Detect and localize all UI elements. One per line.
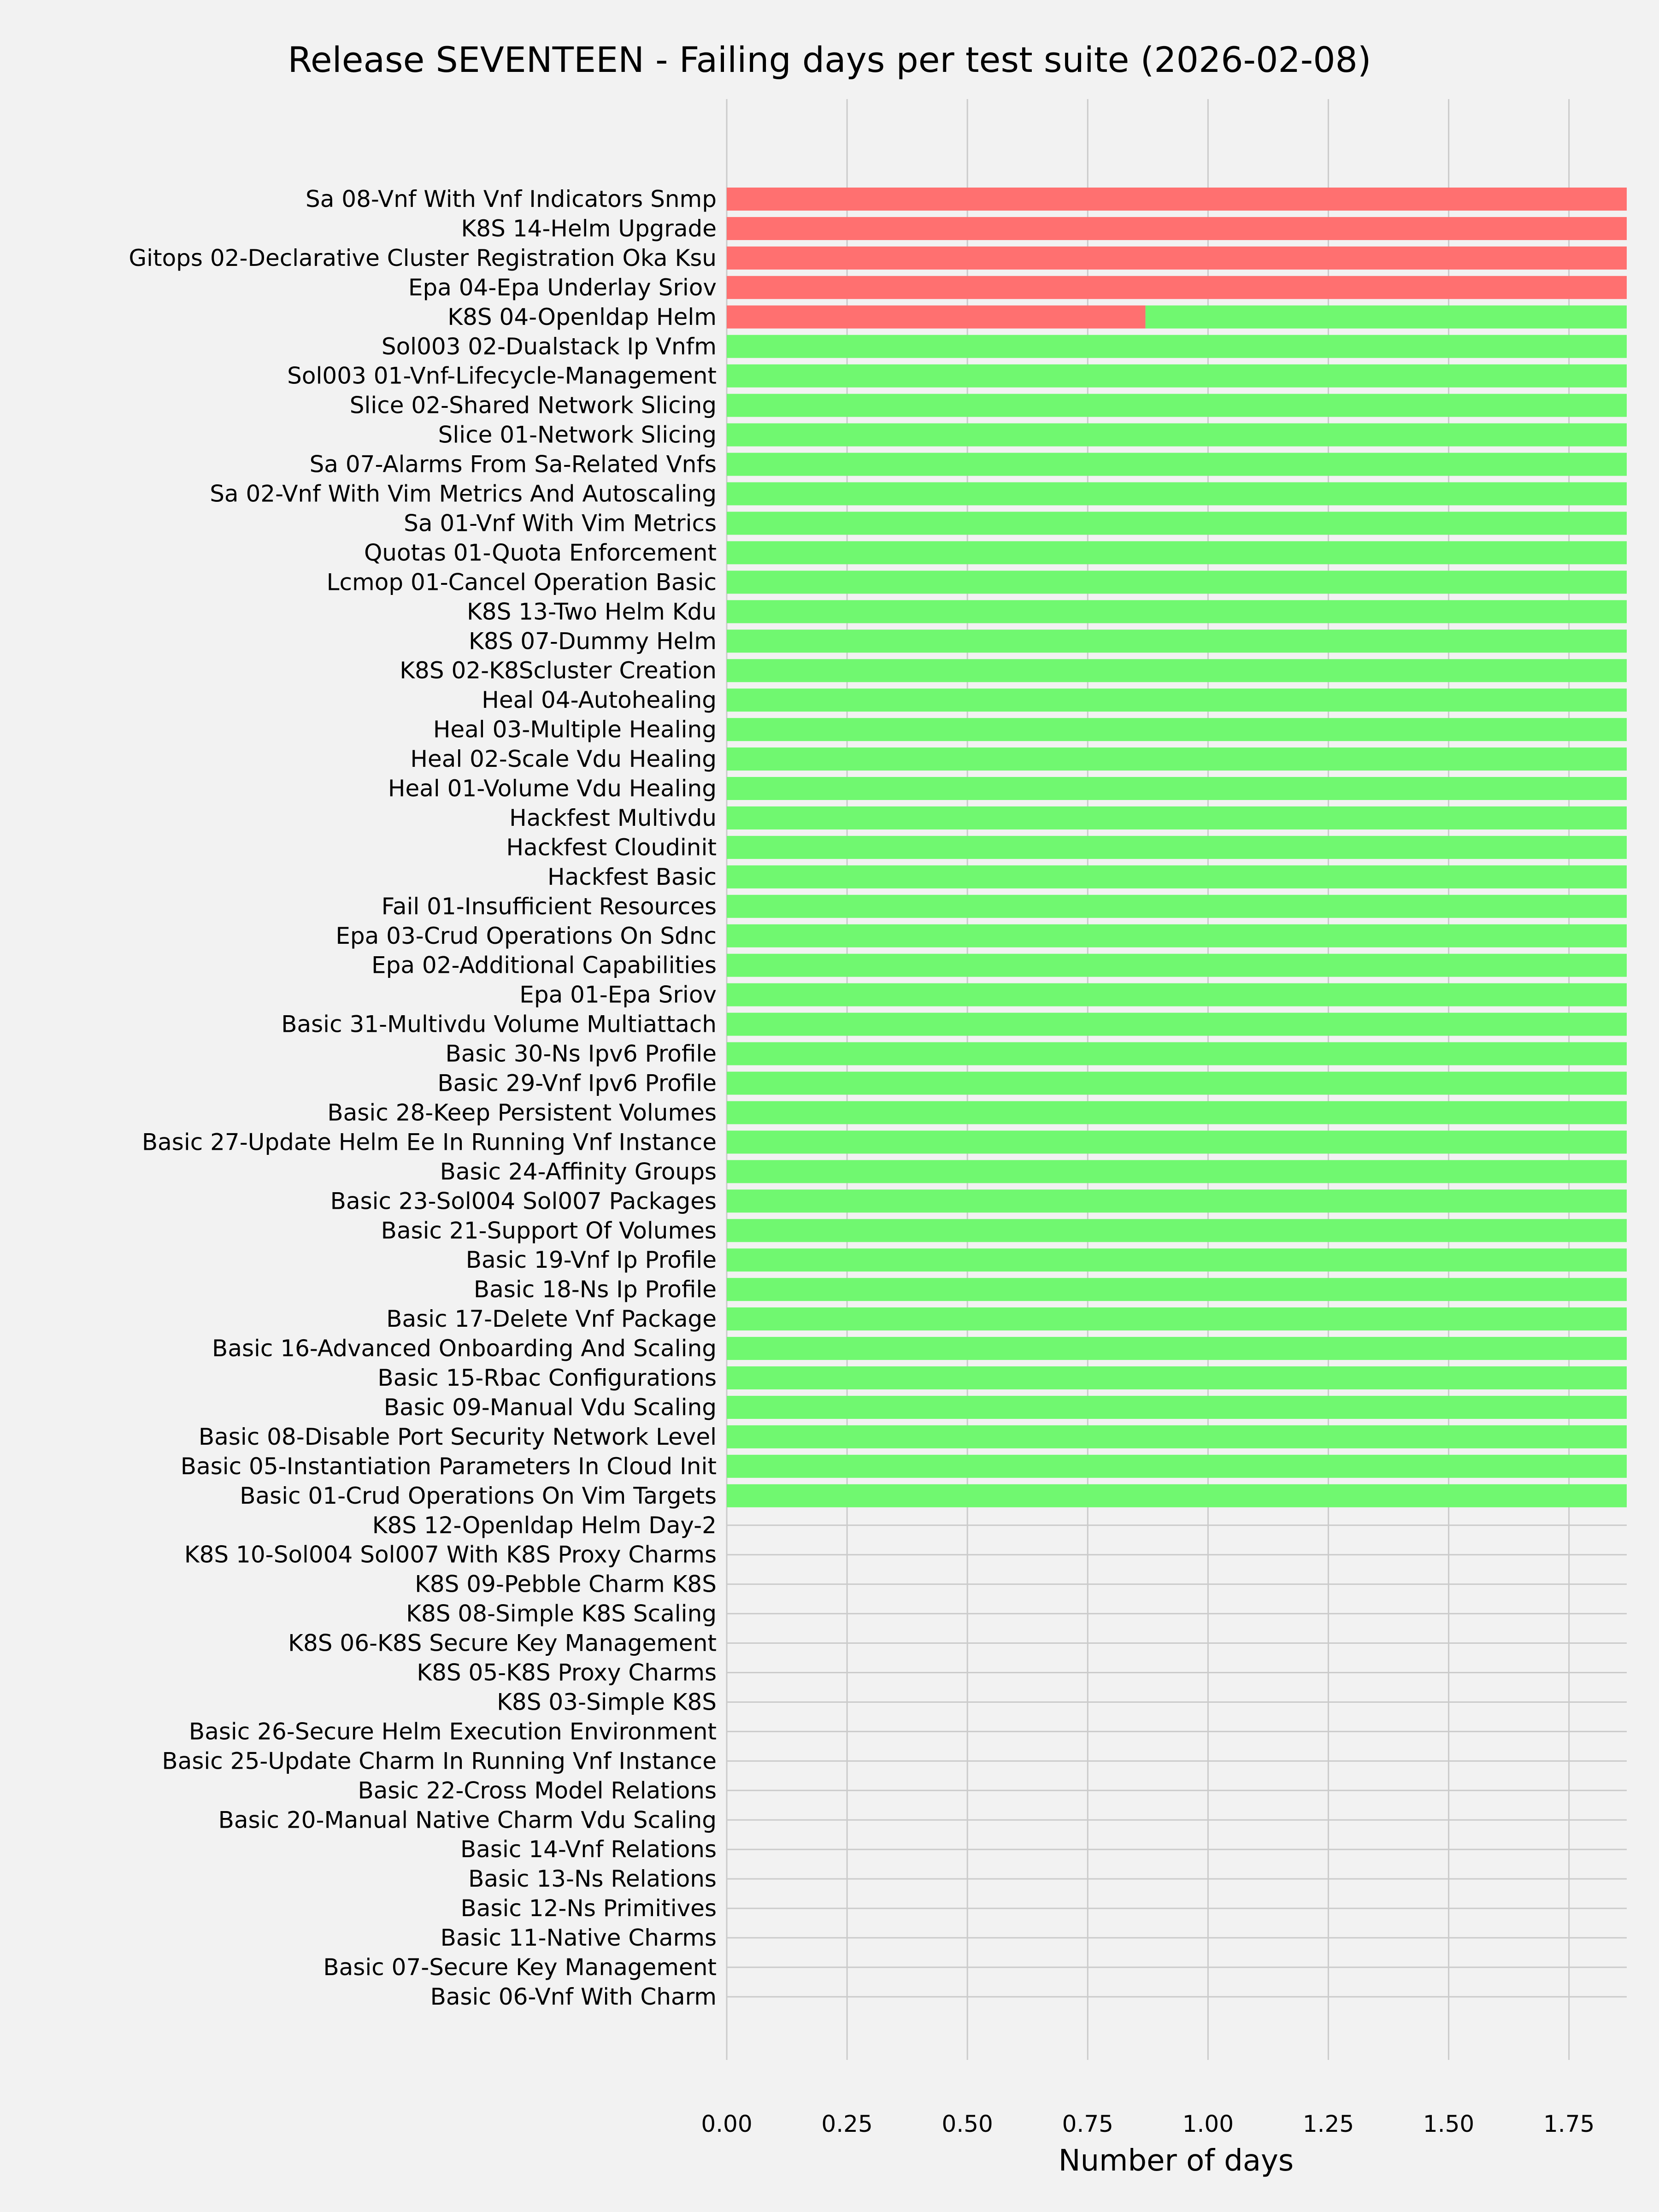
category-label: Basic 25-Update Charm In Running Vnf Instance: [162, 1747, 717, 1775]
category-label: K8S 02-K8Scluster Creation: [400, 657, 717, 684]
bar-failing: [727, 306, 1146, 329]
category-label: Hackfest Basic: [547, 863, 717, 890]
category-label: Quotas 01-Quota Enforcement: [364, 539, 717, 566]
category-label: Basic 26-Secure Helm Execution Environment: [188, 1718, 717, 1745]
category-label: K8S 07-Dummy Helm: [469, 628, 717, 655]
bar-failing: [727, 217, 1627, 240]
bar-passing: [727, 1307, 1627, 1330]
bar-passing: [727, 600, 1627, 623]
category-label: Basic 29-Vnf Ipv6 Profile: [437, 1070, 717, 1097]
category-label: Sol003 01-Vnf-Lifecycle-Management: [287, 362, 717, 389]
category-label: K8S 12-Openldap Helm Day-2: [372, 1512, 717, 1539]
x-tick-label: 1.00: [1182, 2111, 1234, 2137]
category-label: Basic 17-Delete Vnf Package: [386, 1306, 717, 1333]
category-label: Basic 19-Vnf Ip Profile: [465, 1247, 717, 1274]
bar-passing: [727, 1219, 1627, 1242]
bar-passing: [727, 1484, 1627, 1507]
category-label: K8S 13-Two Helm Kdu: [466, 598, 717, 625]
bar-passing: [727, 424, 1627, 447]
x-tick-label: 0.75: [1062, 2111, 1113, 2137]
category-label: Heal 02-Scale Vdu Healing: [410, 746, 717, 773]
bar-passing: [727, 983, 1627, 1006]
category-label: K8S 09-Pebble Charm K8S: [415, 1571, 717, 1598]
category-label: Sa 08-Vnf With Vnf Indicators Snmp: [306, 186, 717, 212]
category-label: Basic 21-Support Of Volumes: [381, 1217, 717, 1244]
bar-passing: [727, 1101, 1627, 1124]
chart-title: Release SEVENTEEN - Failing days per test suite (2026-02-08): [288, 39, 1371, 80]
x-tick-label: 0.00: [701, 2111, 753, 2137]
category-label: Basic 08-Disable Port Security Network Level: [198, 1423, 717, 1450]
bar-passing: [727, 777, 1627, 800]
x-tick-label: 1.50: [1423, 2111, 1475, 2137]
category-label: K8S 05-K8S Proxy Charms: [417, 1659, 717, 1686]
category-label: Basic 05-Instantiation Parameters In Cloud Init: [180, 1453, 717, 1480]
bar-passing: [727, 1013, 1627, 1036]
category-label: K8S 04-Openldap Helm: [447, 303, 717, 330]
category-label: Basic 14-Vnf Relations: [460, 1836, 717, 1863]
bar-passing: [727, 1396, 1627, 1419]
bar-passing: [727, 1366, 1627, 1389]
bar-passing: [727, 806, 1627, 830]
category-label: Basic 28-Keep Persistent Volumes: [327, 1099, 717, 1126]
category-label: Basic 15-Rbac Configurations: [377, 1365, 717, 1391]
category-label: Hackfest Multivdu: [509, 804, 717, 831]
bar-passing: [727, 1425, 1627, 1448]
bar-passing: [727, 629, 1627, 653]
category-label: K8S 14-Helm Upgrade: [461, 215, 717, 242]
category-label: K8S 03-Simple K8S: [497, 1688, 717, 1716]
bar-passing: [727, 836, 1627, 859]
bar-passing: [727, 924, 1627, 947]
bar-passing: [727, 688, 1627, 712]
category-label: Basic 27-Update Helm Ee In Running Vnf Instance: [141, 1129, 717, 1156]
category-label: Heal 04-Autohealing: [482, 687, 717, 714]
bar-passing: [727, 1248, 1627, 1271]
bar-passing: [727, 1072, 1627, 1095]
bar-passing: [727, 394, 1627, 417]
category-label: Sa 01-Vnf With Vim Metrics: [404, 510, 717, 537]
category-label: Basic 11-Native Charms: [440, 1924, 717, 1952]
bar-passing: [727, 718, 1627, 741]
category-label: Heal 03-Multiple Healing: [433, 716, 717, 743]
bar-passing: [727, 659, 1627, 682]
bar-passing: [727, 1455, 1627, 1478]
category-label: Epa 03-Crud Operations On Sdnc: [335, 922, 717, 949]
bar-passing: [1146, 306, 1627, 329]
category-label: Fail 01-Insufficient Resources: [381, 893, 717, 920]
x-tick-label: 1.25: [1302, 2111, 1354, 2137]
category-label: Basic 31-Multivdu Volume Multiattach: [281, 1011, 717, 1038]
x-axis-label: Number of days: [1058, 2144, 1294, 2178]
bar-passing: [727, 865, 1627, 888]
category-label: Lcmop 01-Cancel Operation Basic: [326, 569, 717, 596]
category-label: Heal 01-Volume Vdu Healing: [388, 775, 717, 802]
bar-passing: [727, 571, 1627, 594]
bar-passing: [727, 365, 1627, 388]
bar-passing: [727, 453, 1627, 476]
category-label: Basic 01-Crud Operations On Vim Targets: [240, 1482, 717, 1509]
category-label: Basic 12-Ns Primitives: [460, 1895, 717, 1922]
bar-passing: [727, 1130, 1627, 1153]
category-label: Basic 30-Ns Ipv6 Profile: [445, 1040, 717, 1067]
category-label: Epa 02-Additional Capabilities: [371, 952, 717, 979]
category-label: Slice 01-Network Slicing: [438, 421, 717, 448]
bar-passing: [727, 482, 1627, 506]
category-label: Sa 02-Vnf With Vim Metrics And Autoscaling: [210, 480, 717, 507]
category-label: Slice 02-Shared Network Slicing: [349, 392, 717, 419]
bar-failing: [727, 188, 1627, 211]
bars-layer: [727, 188, 1627, 1507]
bar-passing: [727, 1189, 1627, 1212]
bar-passing: [727, 954, 1627, 977]
bar-passing: [727, 1337, 1627, 1360]
category-label: Basic 06-Vnf With Charm: [430, 1983, 717, 2010]
bar-passing: [727, 1278, 1627, 1301]
category-label: Gitops 02-Declarative Cluster Registration Oka Ksu: [129, 244, 717, 271]
category-label: Basic 09-Manual Vdu Scaling: [383, 1394, 717, 1421]
bar-failing: [727, 247, 1627, 270]
category-label: K8S 08-Simple K8S Scaling: [406, 1600, 717, 1627]
category-label: Basic 16-Advanced Onboarding And Scaling: [212, 1335, 717, 1362]
category-label: Basic 18-Ns Ip Profile: [473, 1276, 717, 1303]
x-tick-label: 1.75: [1543, 2111, 1595, 2137]
category-label: Sa 07-Alarms From Sa-Related Vnfs: [309, 451, 717, 478]
category-label: Hackfest Cloudinit: [506, 834, 717, 861]
category-label: Epa 01-Epa Sriov: [519, 981, 717, 1008]
x-tick-label: 0.25: [821, 2111, 873, 2137]
category-label: Basic 13-Ns Relations: [468, 1865, 717, 1893]
bar-passing: [727, 895, 1627, 918]
x-tick-label: 0.50: [941, 2111, 993, 2137]
bar-failing: [727, 276, 1627, 299]
category-label: K8S 06-K8S Secure Key Management: [288, 1630, 717, 1657]
category-label: Epa 04-Epa Underlay Sriov: [408, 274, 717, 301]
category-label: Sol003 02-Dualstack Ip Vnfm: [381, 333, 717, 360]
bar-passing: [727, 1042, 1627, 1065]
category-label: K8S 10-Sol004 Sol007 With K8S Proxy Charms: [184, 1541, 717, 1568]
category-label: Basic 24-Affinity Groups: [440, 1158, 717, 1185]
bar-passing: [727, 512, 1627, 535]
bar-passing: [727, 747, 1627, 771]
category-label: Basic 23-Sol004 Sol007 Packages: [330, 1188, 717, 1215]
bar-passing: [727, 335, 1627, 358]
bar-passing: [727, 1160, 1627, 1183]
category-label: Basic 07-Secure Key Management: [323, 1954, 717, 1981]
category-label: Basic 22-Cross Model Relations: [358, 1777, 717, 1804]
bar-passing: [727, 541, 1627, 564]
category-label: Basic 20-Manual Native Charm Vdu Scaling: [218, 1806, 717, 1834]
